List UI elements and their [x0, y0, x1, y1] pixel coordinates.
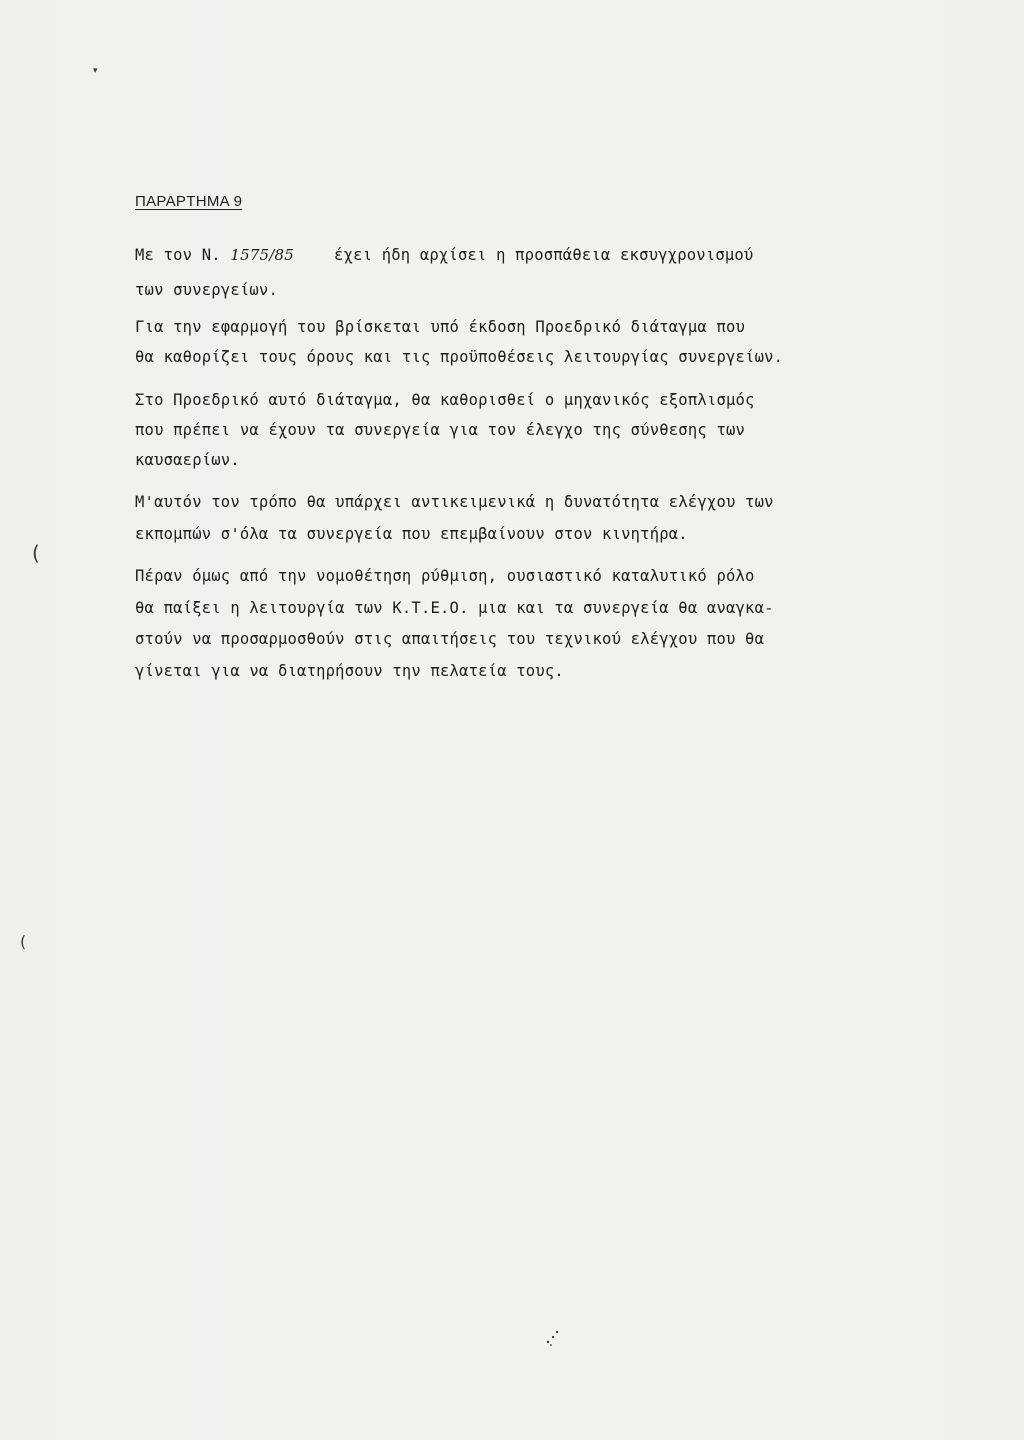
speck	[547, 1341, 549, 1343]
scan-specks	[544, 1328, 564, 1348]
paragraph-5-line-2: θα παίξει η λειτουργία των Κ.Τ.Ε.Ο. μια και τα συνεργεία θα αναγκα-	[135, 599, 774, 617]
paragraph-1-prefix: Με τον Ν.	[135, 246, 231, 264]
paragraph-2-line-1: Για την εφαρμογή του βρίσκεται υπό έκδοση Προεδρικό διάταγμα που	[135, 318, 746, 336]
paragraph-5-line-1: Πέραν όμως από την νομοθέτηση ρύθμιση, ουσιαστικό καταλυτικό ρόλο	[135, 567, 755, 585]
paragraph-4-line-1: Μ'αυτόν τον τρόπο θα υπάρχει αντικειμενικά η δυνατότητα ελέγχου των	[135, 493, 774, 511]
paragraph-5-line-4: γίνεται για να διατηρήσουν την πελατεία τους.	[135, 662, 564, 680]
speck	[552, 1336, 554, 1338]
speck	[550, 1344, 552, 1346]
document-title: ΠΑΡΑΡΤΗΜΑ 9	[135, 193, 243, 210]
paragraph-3-line-2: που πρέπει να έχουν τα συνεργεία για τον έλεγχο της σύνθεσης των	[135, 421, 746, 439]
paragraph-4-line-2: εκπομπών σ'όλα τα συνεργεία που επεμβαίνουν στον κινητήρα.	[135, 525, 688, 543]
margin-bracket-1: (	[32, 541, 40, 565]
paragraph-1-rest: έχει ήδη αρχίσει η προσπάθεια εκσυγχρονισμού	[334, 246, 754, 264]
margin-dot: ▾	[93, 66, 98, 76]
margin-bracket-2: (	[20, 932, 27, 951]
paragraph-1-line-2: των συνεργείων.	[135, 281, 278, 299]
law-number: 1575/85	[230, 246, 295, 264]
paragraph-3-line-3: καυσαερίων.	[135, 451, 240, 469]
paragraph-3-line-1: Στο Προεδρικό αυτό διάταγμα, θα καθορισθεί ο μηχανικός εξοπλισμός	[135, 391, 755, 409]
paragraph-2-line-2: θα καθορίζει τους όρους και τις προϋποθέσεις λειτουργίας συνεργείων.	[135, 348, 784, 366]
paragraph-1-line-1	[135, 246, 753, 264]
paragraph-5-line-3: στούν να προσαρμοσθούν στις απαιτήσεις του τεχνικού ελέγχου που θα	[135, 630, 765, 648]
speck	[556, 1331, 558, 1333]
